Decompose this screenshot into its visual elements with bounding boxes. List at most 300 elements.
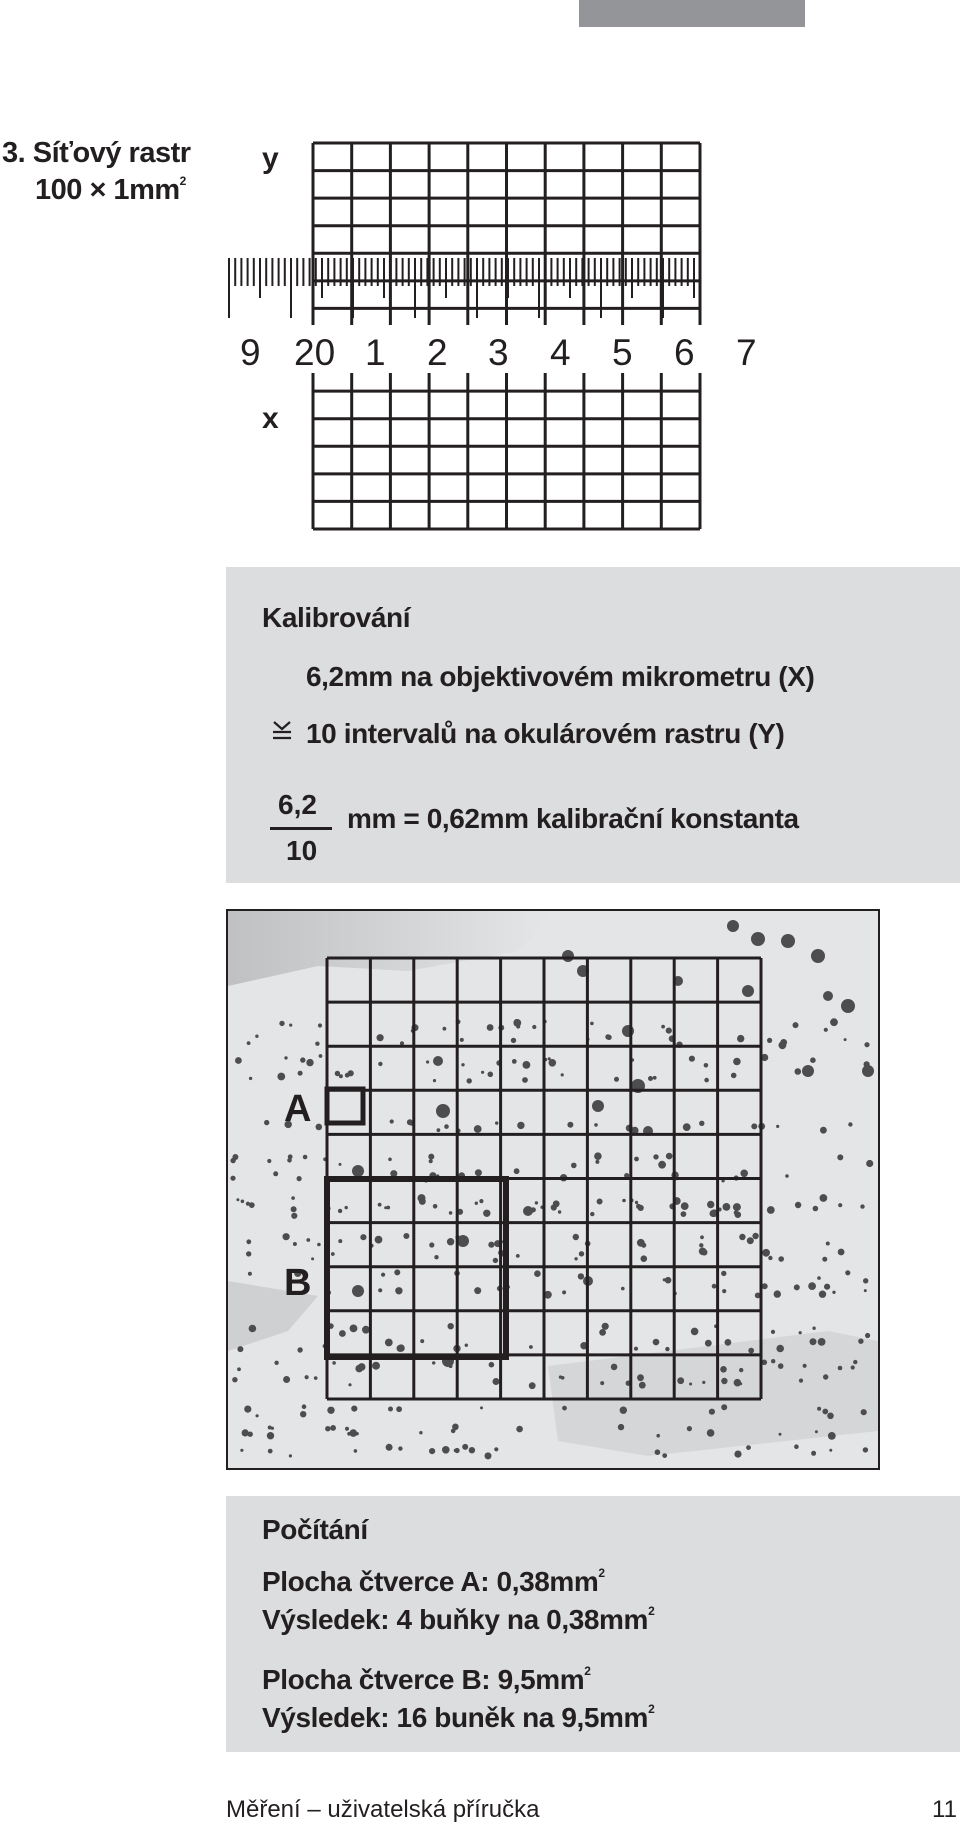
colony-dot	[388, 1407, 393, 1412]
colony-dot	[335, 1071, 340, 1076]
colony-dot	[558, 1210, 561, 1213]
colony-dot	[828, 1432, 836, 1440]
colony-dot	[474, 1287, 481, 1294]
colony-dot	[721, 1378, 727, 1384]
counting-title: Počítání	[262, 1514, 368, 1545]
colony-dot	[523, 1206, 533, 1216]
colony-dot	[426, 1060, 429, 1063]
colony-dot	[751, 1123, 757, 1129]
colony-dot	[306, 1059, 313, 1066]
colony-dot	[691, 1328, 699, 1336]
colony-photo-image	[228, 911, 878, 1468]
colony-dot	[778, 1256, 784, 1262]
colony-dot	[795, 1068, 802, 1075]
colony-dot	[778, 1363, 784, 1369]
colony-dot	[354, 1449, 358, 1453]
colony-dot	[395, 1287, 402, 1294]
colony-dot	[448, 1323, 454, 1329]
colony-dot	[457, 1235, 469, 1247]
scale-number: 1	[365, 332, 386, 373]
colony-dot	[734, 1210, 738, 1214]
colony-dot	[451, 1429, 456, 1434]
colony-dot	[653, 1154, 658, 1159]
colony-dot	[244, 1406, 251, 1413]
colony-dot	[811, 1451, 816, 1456]
colony-dot	[733, 1058, 741, 1066]
colony-dot	[407, 1119, 413, 1125]
colony-dot	[655, 1449, 661, 1455]
colony-dot	[306, 1238, 310, 1242]
colony-dot	[300, 1411, 306, 1417]
colony-dot	[817, 1276, 821, 1280]
colony-dot	[230, 1176, 235, 1181]
colony-dot	[641, 1255, 648, 1262]
colony-dot	[433, 1056, 443, 1066]
colony-dot	[397, 1344, 404, 1351]
colony-dot	[665, 1347, 669, 1351]
colony-dot	[811, 949, 825, 963]
colony-dot	[838, 1366, 843, 1371]
scale-number: 2	[427, 332, 448, 373]
colony-dot	[571, 1163, 577, 1169]
colony-dot	[635, 1201, 638, 1204]
colony-dot	[858, 1339, 863, 1344]
colony-dot	[734, 1451, 741, 1458]
colony-dot	[255, 1035, 258, 1038]
colony-dot	[316, 1124, 323, 1131]
colony-dot	[721, 1404, 727, 1410]
colony-dot	[378, 1062, 382, 1066]
label-b: B	[284, 1262, 312, 1304]
colony-dot	[841, 999, 855, 1013]
colony-dot	[830, 1018, 838, 1026]
colony-dot	[725, 1339, 732, 1346]
colony-dot	[618, 1424, 624, 1430]
colony-dot	[747, 1237, 754, 1244]
colony-dot	[594, 1152, 602, 1160]
colony-dot	[360, 1234, 366, 1240]
colony-dot	[810, 1057, 816, 1063]
calibration-constant: mm = 0,62mm kalibrační konstanta	[347, 803, 799, 834]
colony-dot	[737, 1035, 744, 1042]
colony-dot	[808, 1282, 816, 1290]
colony-dot	[396, 1406, 402, 1412]
colony-dot	[517, 1122, 524, 1129]
colony-dot	[511, 1038, 516, 1043]
colony-dot	[637, 1374, 644, 1381]
colony-photo	[226, 909, 880, 1470]
colony-dot	[594, 1123, 598, 1127]
colony-dot	[793, 1022, 799, 1028]
colony-dot	[637, 1239, 645, 1247]
colony-dot	[339, 1163, 342, 1166]
colony-dot	[388, 1158, 392, 1162]
colony-dot	[345, 1427, 349, 1431]
colony-dot	[248, 1272, 252, 1276]
y-axis-label: y	[262, 142, 279, 175]
scale-number: 5	[612, 332, 633, 373]
colony-dot	[799, 1379, 803, 1383]
colony-dot	[702, 1381, 705, 1384]
colony-dot	[249, 1325, 257, 1333]
colony-dot	[824, 1028, 828, 1032]
colony-dot	[829, 1449, 832, 1452]
colony-dot	[602, 1323, 609, 1330]
colony-dot	[822, 1257, 827, 1262]
colony-dot	[302, 1404, 307, 1409]
colony-dot	[465, 1344, 468, 1347]
counting-panel	[226, 1496, 960, 1752]
colony-dot	[848, 1122, 852, 1126]
colony-dot	[832, 1291, 835, 1294]
scale-number: 3	[488, 332, 509, 373]
colony-dot	[681, 1211, 687, 1217]
colony-dot	[699, 1248, 707, 1256]
colony-dot	[461, 1063, 464, 1066]
colony-dot	[709, 1409, 715, 1415]
colony-dot	[523, 1061, 531, 1069]
colony-dot	[689, 1383, 692, 1386]
colony-dot	[838, 1203, 842, 1207]
colony-dot	[429, 1242, 434, 1247]
colony-dot	[495, 1121, 498, 1124]
colony-dot	[700, 1235, 704, 1239]
colony-dot	[802, 1065, 814, 1077]
colony-dot	[283, 1233, 290, 1240]
colony-dot	[436, 1104, 450, 1118]
calibration-title: Kalibrování	[262, 602, 411, 633]
colony-dot	[864, 1289, 867, 1292]
colony-dot	[818, 1338, 826, 1346]
colony-dot	[237, 1367, 241, 1371]
colony-dot	[739, 1382, 742, 1385]
colony-dot	[534, 1270, 541, 1277]
colony-dot	[236, 1198, 239, 1201]
colony-dot	[771, 1330, 775, 1334]
colony-dot	[820, 1194, 828, 1202]
colony-dot	[656, 1434, 660, 1438]
colony-dot	[595, 1160, 599, 1164]
colony-dot	[345, 1073, 350, 1078]
scale-number: 6	[674, 332, 695, 373]
colony-dot	[319, 1054, 323, 1058]
colony-dot	[467, 1078, 472, 1083]
colony-dot	[378, 1203, 382, 1207]
colony-dot	[799, 1331, 802, 1334]
colony-dot	[739, 1368, 743, 1372]
colony-dot	[246, 1251, 251, 1256]
colony-dot	[291, 1206, 297, 1212]
colony-dot	[443, 1027, 447, 1031]
scale-number: 4	[550, 332, 571, 373]
colony-dot	[826, 1242, 830, 1246]
colony-dot	[561, 1073, 564, 1076]
colony-dot	[291, 1196, 295, 1200]
colony-dot	[297, 1347, 302, 1352]
colony-dot	[739, 1234, 745, 1240]
colony-dot	[699, 1121, 704, 1126]
colony-dot	[327, 1407, 334, 1414]
colony-dot	[339, 1330, 346, 1337]
colony-dot	[865, 1333, 870, 1338]
colony-dot	[590, 1212, 594, 1216]
colony-dot	[293, 1242, 297, 1246]
colony-dot	[475, 1169, 482, 1176]
colony-dot	[562, 1290, 566, 1294]
colony-dot	[634, 1347, 638, 1351]
colony-dot	[662, 1453, 667, 1458]
colony-dot	[488, 1072, 494, 1078]
area-a-text: Plocha čtverce A: $0,38mm^2$	[262, 1566, 605, 1597]
colony-dot	[480, 1406, 483, 1409]
colony-dot	[838, 1249, 845, 1256]
colony-dot	[249, 1077, 252, 1080]
colony-dot	[803, 1364, 807, 1368]
colony-dot	[823, 991, 833, 1001]
colony-dot	[474, 1125, 482, 1133]
colony-dot	[810, 1338, 817, 1345]
colony-dot	[606, 1035, 611, 1040]
colony-dot	[277, 1073, 285, 1081]
colony-dot	[827, 1413, 834, 1420]
colony-dot	[264, 1120, 269, 1125]
colony-dot	[267, 1432, 274, 1439]
colony-dot	[600, 1381, 604, 1385]
colony-dot	[622, 1199, 626, 1203]
colony-dot	[861, 1409, 867, 1415]
colony-dot	[740, 1170, 748, 1178]
colony-dot	[516, 1024, 520, 1028]
colony-dot	[648, 1076, 653, 1081]
colony-dot	[837, 1154, 843, 1160]
scale-number: 9	[240, 332, 261, 373]
colony-dot	[512, 1059, 517, 1064]
colony-dot	[267, 1159, 271, 1163]
colony-dot	[232, 1154, 238, 1160]
colony-dot	[483, 1210, 490, 1217]
colony-dot	[516, 1426, 523, 1433]
colony-dot	[767, 1038, 772, 1043]
colony-dot	[683, 1123, 691, 1131]
colony-dot	[794, 1444, 799, 1449]
colony-dot	[489, 1362, 495, 1368]
colony-dot	[488, 1242, 494, 1248]
colony-dot	[620, 1407, 627, 1414]
colony-dot	[751, 932, 765, 946]
colony-dot	[705, 1340, 712, 1347]
area-b-text: Plocha čtverce B: $9,5mm^2$	[262, 1664, 591, 1695]
colony-dot	[727, 920, 739, 932]
colony-dot	[331, 1252, 335, 1256]
colony-dot	[812, 1327, 815, 1330]
colony-dot	[447, 1238, 454, 1245]
colony-dot	[314, 1376, 318, 1380]
colony-dot	[419, 1431, 422, 1434]
colony-dot	[377, 1034, 384, 1041]
colony-dot	[317, 1243, 321, 1247]
colony-dot	[318, 1023, 322, 1027]
colony-dot	[232, 1377, 237, 1382]
colony-dot	[398, 1446, 402, 1450]
colony-dot	[303, 1155, 308, 1160]
scale-number: 7	[736, 332, 757, 373]
colony-dot	[853, 1360, 857, 1364]
colony-dot	[378, 1288, 382, 1292]
colony-dot	[733, 1203, 741, 1211]
colony-dot	[241, 1200, 245, 1204]
colony-dot	[666, 1028, 672, 1034]
colony-dot	[665, 1277, 672, 1284]
colony-dot	[475, 1202, 478, 1205]
colony-dot	[352, 1165, 364, 1177]
colony-dot	[522, 1077, 528, 1083]
section-subtitle: $100 \times 1mm^2$	[35, 174, 186, 206]
colony-dot	[351, 1406, 357, 1412]
colony-dot	[237, 1346, 243, 1352]
colony-dot	[597, 1199, 603, 1205]
colony-dot	[813, 1206, 819, 1212]
colony-dot	[242, 1429, 249, 1436]
colony-dot	[614, 1077, 619, 1082]
colony-dot	[817, 1407, 821, 1411]
fraction-bar	[270, 827, 332, 830]
colony-dot	[434, 1255, 438, 1259]
section-title: 3. Síťový rastr	[2, 137, 191, 169]
colony-dot	[573, 1234, 579, 1240]
colony-dot	[820, 1127, 827, 1134]
x-axis-label: x	[262, 402, 279, 435]
colony-dot	[562, 1406, 567, 1411]
colony-dot	[723, 1203, 731, 1211]
colony-dot	[681, 1202, 689, 1210]
colony-dot	[529, 1345, 533, 1349]
calibration-line-2: 10 intervalů na okulárovém rastru (Y)	[306, 718, 785, 749]
colony-dot	[677, 1377, 684, 1384]
colony-dot	[653, 1339, 660, 1346]
colony-dot	[742, 985, 754, 997]
result-b-text: Výsledek: 16 buněk na $9,5mm^2$	[262, 1702, 655, 1733]
colony-dot	[256, 1414, 259, 1417]
colony-dot	[350, 1429, 358, 1437]
colony-dot	[469, 1447, 475, 1453]
colony-dot	[394, 1269, 400, 1275]
colony-dot	[532, 1025, 536, 1029]
colony-dot	[291, 1213, 297, 1219]
colony-dot	[274, 1361, 278, 1365]
colony-dot	[455, 1448, 460, 1453]
colony-dot	[298, 1071, 303, 1076]
colony-dot	[661, 1025, 665, 1029]
colony-dot	[722, 1289, 726, 1293]
colony-dot	[824, 1284, 830, 1290]
colony-dot	[851, 1365, 855, 1369]
page-number: 11	[932, 1796, 957, 1823]
colony-dot	[551, 1204, 557, 1210]
colony-dot	[428, 1154, 434, 1160]
colony-dot	[822, 1409, 828, 1415]
colony-dot	[444, 1124, 449, 1129]
colony-dot	[493, 1258, 498, 1263]
colony-dot	[485, 1452, 492, 1459]
colony-dot	[433, 1204, 438, 1209]
colony-dot	[844, 1038, 847, 1041]
colony-dot	[338, 1239, 342, 1243]
colony-dot	[385, 1339, 393, 1347]
colony-dot	[611, 1364, 618, 1371]
colony-dot	[315, 1042, 319, 1046]
colony-dot	[599, 1329, 606, 1336]
colony-dot	[712, 1284, 717, 1289]
colony-dot	[762, 1249, 770, 1257]
colony-dot	[372, 1362, 380, 1370]
colony-dot	[338, 1209, 342, 1213]
colony-dot	[529, 1382, 536, 1389]
colony-dot	[437, 1128, 441, 1132]
colony-dot	[479, 1199, 483, 1203]
colony-dot	[819, 1291, 826, 1298]
colony-dot	[419, 1198, 426, 1205]
colony-dot	[776, 1125, 779, 1128]
colony-dot	[704, 1063, 709, 1068]
colony-dot	[779, 1433, 782, 1436]
colony-dot	[666, 1153, 673, 1160]
colony-dot	[653, 1076, 657, 1080]
colony-dot	[720, 1366, 727, 1373]
colony-dot	[845, 1270, 850, 1275]
colony-dot	[780, 1039, 787, 1046]
colony-dot	[449, 1211, 453, 1215]
colony-dot	[268, 1449, 273, 1454]
colony-dot	[771, 1359, 775, 1363]
colony-dot	[514, 1168, 520, 1174]
colony-dot	[358, 1363, 366, 1371]
colony-dot	[460, 1038, 464, 1042]
colony-dot	[815, 1430, 818, 1433]
colony-dot	[689, 1056, 695, 1062]
colony-dot	[390, 1119, 394, 1123]
colony-dot	[271, 1427, 274, 1430]
colony-dot	[781, 934, 795, 948]
colony-dot	[752, 1233, 758, 1239]
colony-dot	[860, 1204, 864, 1208]
colony-dot	[442, 1446, 450, 1454]
colony-dot	[866, 1160, 873, 1167]
colony-dot	[386, 1206, 390, 1210]
colony-dot	[433, 1079, 436, 1082]
colony-dot	[386, 1444, 393, 1451]
colony-dot	[579, 1251, 584, 1256]
grid-ruler-diagram	[0, 0, 960, 560]
colony-dot	[707, 1429, 715, 1437]
colony-dot	[776, 1345, 784, 1353]
colony-dot	[283, 1376, 290, 1383]
colony-dot	[707, 1201, 714, 1208]
colony-dot	[288, 1154, 293, 1159]
colony-dot	[297, 1176, 302, 1181]
colony-dot	[862, 1065, 874, 1077]
label-a: A	[284, 1088, 312, 1130]
colony-dot	[246, 1239, 251, 1244]
colony-dot	[350, 1325, 358, 1333]
colony-dot	[549, 1059, 557, 1067]
colony-dot	[249, 1202, 255, 1208]
colony-dot	[493, 1378, 500, 1385]
colony-dot	[658, 1161, 666, 1169]
colony-dot	[863, 1278, 868, 1283]
colony-dot	[863, 1447, 868, 1452]
colony-dot	[432, 1361, 435, 1364]
colony-dot	[240, 1449, 243, 1452]
